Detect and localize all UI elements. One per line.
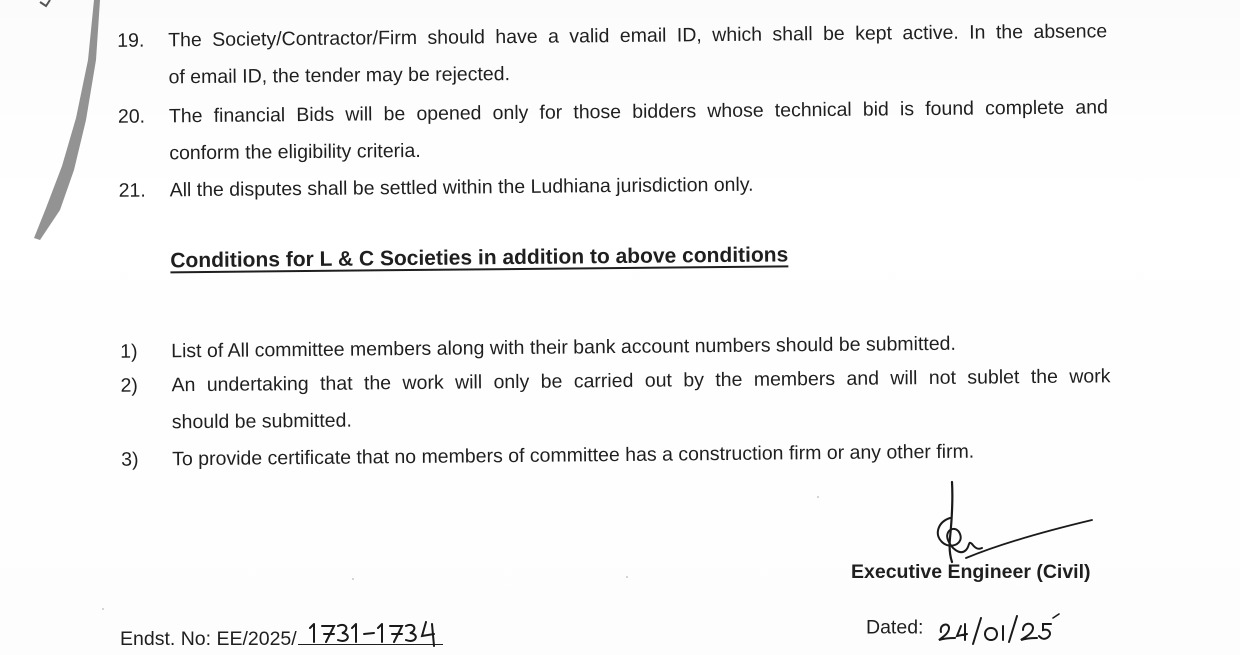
- endorsement-blank: [298, 628, 443, 645]
- item-text-line: List of All committee members along with their bank account numbers should be submitted.: [171, 332, 956, 363]
- list-item-20: [118, 89, 1109, 172]
- handwritten-date: [933, 610, 1063, 646]
- item-text-line: To provide certificate that no members of committee has a construction firm or any other firm.: [172, 440, 975, 471]
- dated-label: Dated:: [866, 616, 924, 639]
- item-text-line: of email ID, the tender may be rejected.: [168, 63, 511, 89]
- handwritten-endorsement-number: [308, 618, 443, 648]
- item-number: 1): [120, 340, 138, 363]
- list-item-2: [120, 358, 1111, 441]
- paper-speck: [352, 578, 354, 580]
- dated-line: [866, 610, 1063, 646]
- item-number: 3): [121, 448, 139, 471]
- paper-speck: [817, 496, 819, 498]
- item-text-line: should be submitted.: [171, 409, 352, 434]
- section-heading: Conditions for L & C Societies in addition to above conditions: [170, 243, 789, 273]
- item-text-line: conform the eligibility criteria.: [169, 139, 421, 165]
- item-text-line: The Society/Contractor/Firm should have a valid email ID, which shall be kept active. In the absence: [168, 20, 1108, 52]
- endorsement-label: Endst. No: EE/2025/: [120, 628, 297, 650]
- endorsement-number: [120, 628, 443, 651]
- item-text-line: An undertaking that the work will only be carried out by the members and will not sublet the work: [171, 365, 1111, 397]
- item-number: 19.: [117, 29, 145, 52]
- designation: Executive Engineer (Civil): [851, 561, 1091, 583]
- item-text-line: All the disputes shall be settled within the Ludhiana jurisdiction only.: [169, 173, 754, 202]
- paper-speck: [102, 608, 104, 610]
- paper-speck: [626, 576, 628, 578]
- item-number: 21.: [118, 179, 146, 202]
- item-number: 20.: [117, 105, 146, 128]
- item-number: 2): [120, 374, 138, 397]
- item-text-line: The financial Bids will be opened only for those bidders whose technical bid is found complete and: [168, 96, 1108, 128]
- list-item-19: [117, 13, 1108, 96]
